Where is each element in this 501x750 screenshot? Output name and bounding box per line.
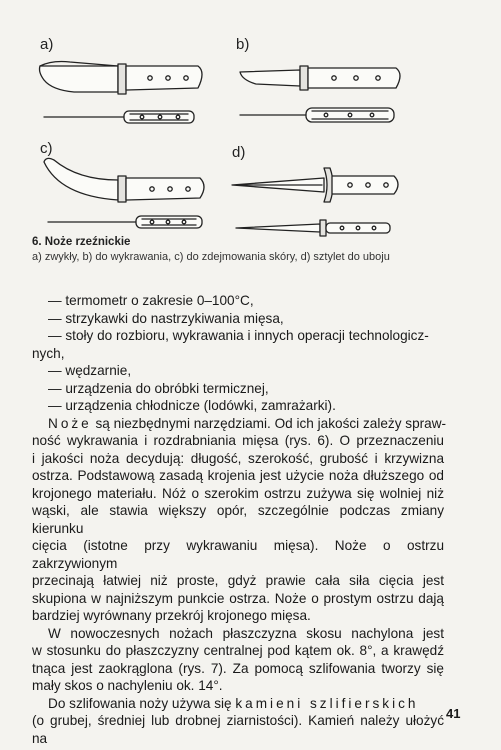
knife-illustration — [0, 0, 501, 240]
figure-label-c: c) — [40, 140, 53, 157]
paragraph-line: i jakości noża decydują: długość, szerokość, grubość i krzywizna — [32, 450, 444, 466]
figure-caption-title: 6. Noże rzeźnickie — [32, 236, 131, 248]
figure-caption-body: a) zwykły, b) do wykrawania, c) do zdejmowania skóry, d) sztylet do uboju — [32, 251, 390, 263]
knife-d-side — [232, 168, 398, 202]
list-item: — wędzarnie, — [48, 363, 132, 378]
emphasized-term: kamieni szlifierskich — [235, 695, 419, 711]
list-item: — strzykawki do nastrzykiwania mięsa, — [48, 310, 284, 326]
figure-label-a: a) — [40, 36, 54, 53]
paragraph-text: Do szlifowania noży używa się — [48, 695, 236, 711]
paragraph-line — [32, 695, 444, 713]
knife-b-top — [240, 108, 394, 122]
knives-drawing — [0, 0, 501, 240]
paragraph-line: (o grubej, średniej lub drobnej ziarnistości). Kamień należy ułożyć na — [32, 713, 444, 746]
page-number: 41 — [446, 706, 461, 721]
paragraph-text: są niezbędnymi narzędziami. Od ich jakości zależy spraw- — [91, 415, 447, 431]
knife-a-top — [44, 111, 194, 123]
paragraph-line: skupiona w najniższym punkcie ostrza. Noże o prostym ostrzu dają — [32, 590, 444, 606]
list-item: — termometr o zakresie 0–100°C, — [48, 293, 254, 308]
figure-label-d: d) — [232, 144, 246, 161]
paragraph-line: wąski, ale stawia większy opór, szczególnie podczas zmiany kierunku — [32, 503, 444, 536]
paragraph-line: ność wykrawania i rozdrabniania mięsa (rys. 6). O przeznaczeniu — [32, 433, 444, 448]
paragraph-line: tnąca jest zaokrąglona (rys. 7). Za pomocą szlifowania tworzy się — [32, 660, 444, 676]
list-item: — urządzenia do obróbki termicznej, — [48, 380, 269, 396]
figure-label-b: b) — [236, 36, 250, 53]
list-item: — stoły do rozbioru, wykrawania i innych operacji technologicz- — [48, 328, 429, 343]
list-item-continuation: nych, — [32, 345, 65, 361]
knife-c-side — [44, 158, 204, 202]
paragraph-line: W nowoczesnych nożach płaszczyzna skosu nachylona jest — [48, 625, 444, 641]
body-text — [32, 292, 447, 747]
knife-b-side — [240, 66, 400, 90]
paragraph-line: krojonego materiału. Nóż o szerokim ostrzu zużywa się wolniej niż — [32, 485, 444, 501]
list-item: — urządzenia chłodnicze (lodówki, zamrażarki). — [48, 398, 336, 413]
paragraph-line: w stosunku do płaszczyzny centralnej pod kątem ok. 8°, a krawędź — [32, 643, 444, 658]
paragraph-line: ostrza. Podstawową zasadą krojenia jest użycie noża dłuższego od — [32, 468, 444, 483]
knife-a-side — [40, 62, 203, 95]
paragraph-line: cięcia (istotne przy wykrawaniu mięsa). Noże o ostrzu zakrzywionym — [32, 538, 444, 571]
paragraph-line: przecinają łatwiej niż proste, gdyż prawie cała siła cięcia jest — [32, 573, 444, 588]
paragraph-line — [32, 415, 447, 433]
knife-c-top — [48, 216, 202, 228]
paragraph-line: mały skos o nachyleniu ok. 14°. — [32, 678, 223, 693]
knife-d-top — [236, 220, 390, 236]
paragraph-line: bardziej wyrównany przekrój krojonego mięsa. — [32, 608, 311, 623]
emphasized-term: Noże — [48, 415, 92, 431]
